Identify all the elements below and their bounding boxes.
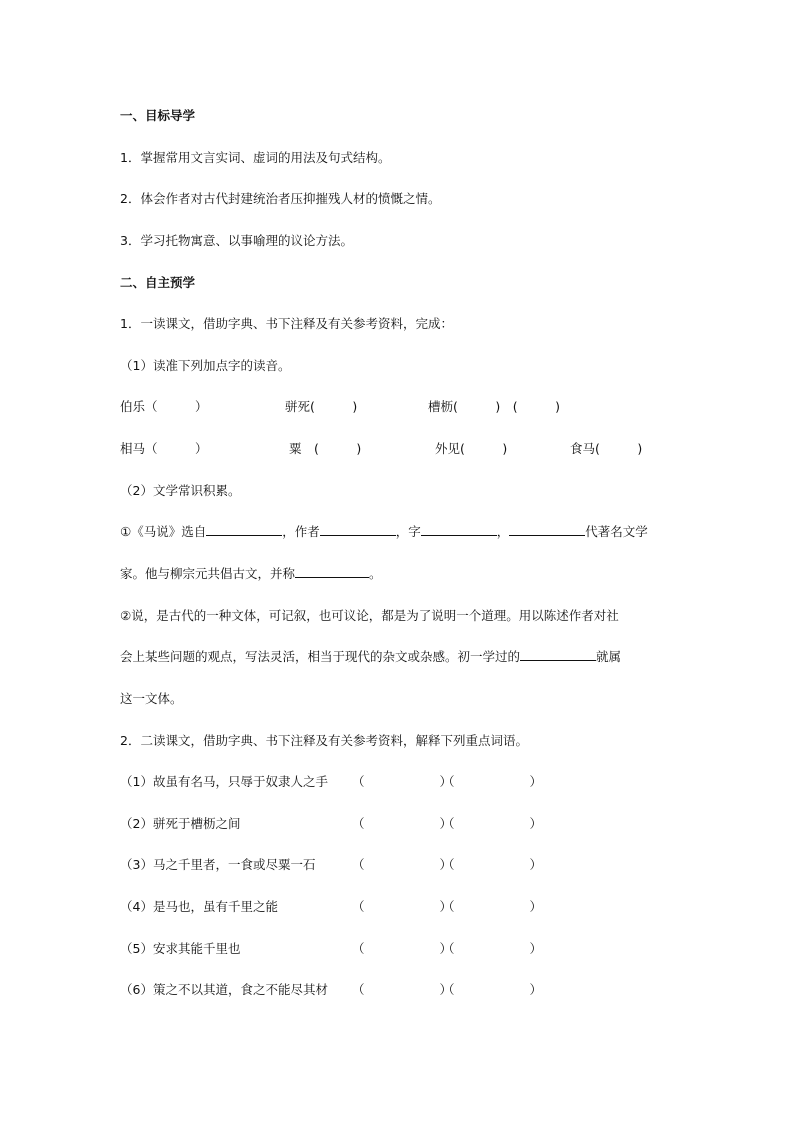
pron-item-shima: 食马( ) <box>570 441 643 456</box>
vocab-phrase-4: （4）是马也，虽有千里之能 <box>120 899 278 914</box>
subtask-literature: （2）文学常识积累。 <box>120 483 241 498</box>
lit1-text-c: ，字 <box>395 524 421 539</box>
task-1-instruction: 1．一读课文，借助字典、书下注释及有关参考资料，完成： <box>120 316 453 331</box>
vocab-answer-3a[interactable]: （ ） <box>352 857 453 872</box>
lit1-text-f: 家。他与柳宗元共倡古文，并称 <box>120 566 296 581</box>
goal-item-2: 2．体会作者对古代封建统治者压抑摧残人材的愤慨之情。 <box>120 191 441 206</box>
vocab-answer-5b[interactable]: （ ） <box>442 941 543 956</box>
vocab-answer-4a[interactable]: （ ） <box>352 899 453 914</box>
vocab-answer-1b[interactable]: （ ） <box>442 774 543 789</box>
subtask-pronunciation: （1）读准下列加点字的读音。 <box>120 358 291 373</box>
fill-blank-courtesy-name[interactable] <box>421 524 497 536</box>
vocab-phrase-2: （2）骈死于槽枥之间 <box>120 816 241 831</box>
literature-item-2-line2 <box>120 649 621 665</box>
literature-item-2-line3: 这一文体。 <box>120 691 183 706</box>
goal-item-1: 1．掌握常用文言实词、虚词的用法及句式结构。 <box>120 150 391 165</box>
vocab-phrase-6: （6）策之不以其道，食之不能尽其材 <box>120 982 328 997</box>
lit1-text-g: 。 <box>369 566 382 581</box>
literature-item-1 <box>120 524 648 540</box>
lit1-text-d: ， <box>496 524 510 539</box>
section-title-selfstudy: 二、自主预学 <box>120 275 196 290</box>
fill-blank-dynasty[interactable] <box>509 524 585 536</box>
lit2-text-b: 就属 <box>596 649 622 664</box>
lit1-text-a: ①《马说》选自 <box>120 524 207 539</box>
fill-blank-source[interactable] <box>206 524 282 536</box>
section-title-goals <box>120 108 195 124</box>
literature-item-1-cont <box>120 566 382 582</box>
fill-blank-author[interactable] <box>320 524 396 536</box>
vocab-answer-3b[interactable]: （ ） <box>442 857 543 872</box>
vocab-answer-6a[interactable]: （ ） <box>352 982 453 997</box>
vocab-answer-5a[interactable]: （ ） <box>352 941 453 956</box>
task-2-instruction: 2．二读课文，借助字典、书下注释及有关参考资料，解释下列重点词语。 <box>120 733 528 748</box>
vocab-answer-2a[interactable]: （ ） <box>352 816 453 831</box>
pron-item-xiangma: 相马（ ） <box>120 441 208 456</box>
goal-item-3: 3．学习托物寓意、以事喻理的议论方法。 <box>120 233 353 248</box>
section-title-goals-text: 一、目标导学 <box>120 108 196 123</box>
vocab-phrase-1: （1）故虽有名马，只辱于奴隶人之手 <box>120 774 328 789</box>
vocab-answer-2b[interactable]: （ ） <box>442 816 543 831</box>
fill-blank-prior-text[interactable] <box>520 649 596 661</box>
lit1-text-e: 代著名文学 <box>585 524 648 539</box>
vocab-answer-4b[interactable]: （ ） <box>442 899 543 914</box>
vocab-phrase-3: （3）马之千里者，一食或尽粟一石 <box>120 857 316 872</box>
pron-item-caoli: 槽枥( ) ( ) <box>428 399 561 414</box>
lit1-text-b: ，作者 <box>282 524 320 539</box>
fill-blank-joint-title[interactable] <box>295 566 369 578</box>
pron-item-piansi: 骈死( ) <box>285 399 358 414</box>
literature-item-2-line1: ②说，是古代的一种文体，可记叙，也可议论，都是为了说明一个道理。用以陈述作者对社 <box>120 608 619 623</box>
vocab-phrase-5: （5）安求其能千里也 <box>120 941 241 956</box>
lit2-text-a: 会上某些问题的观点，写法灵活，相当于现代的杂文或杂感。初一学过的 <box>120 649 521 664</box>
pron-item-su: 粟 ( ) <box>289 441 362 456</box>
vocab-answer-1a[interactable]: （ ） <box>352 774 453 789</box>
pron-item-bole: 伯乐（ ） <box>120 399 208 414</box>
vocab-answer-6b[interactable]: （ ） <box>442 982 543 997</box>
pron-item-waixian: 外见( ) <box>435 441 508 456</box>
